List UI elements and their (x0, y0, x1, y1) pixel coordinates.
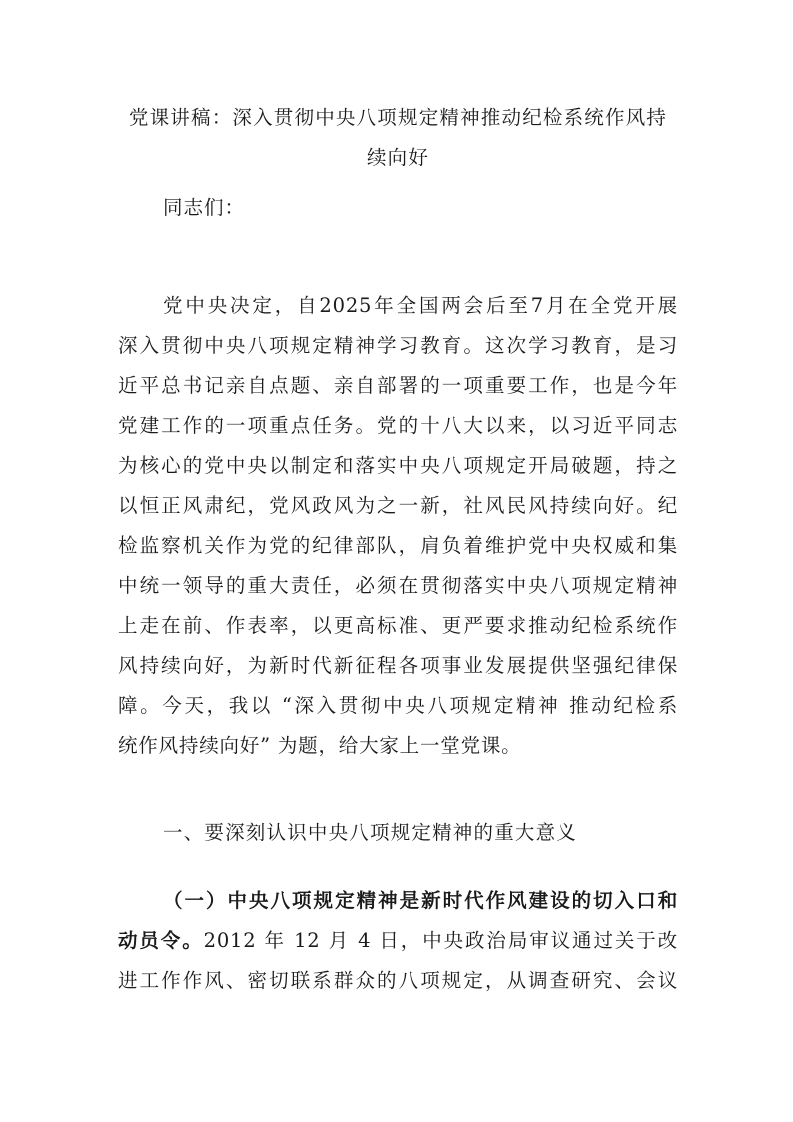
paragraph-line: 检监察机关作为党的纪律部队，肩负着维护党中央权威和集 (118, 534, 678, 557)
paragraph-line: 进工作作风、密切联系群众的八项规定，从调查研究、会议 (118, 969, 678, 992)
document-title (118, 98, 678, 178)
subsection-heading-end: 动员令。 (118, 929, 204, 952)
paragraph-line: 中统一领导的重大责任，必须在贯彻落实中央八项规定精神 (118, 574, 678, 597)
paragraph-line: 上走在前、作表率，以更高标准、更严要求推动纪检系统作 (118, 614, 678, 637)
paragraph-line: 深入贯彻中央八项规定精神学习教育。这次学习教育，是习 (118, 334, 678, 357)
title-line-2: 续向好 (366, 146, 430, 169)
paragraph-line: 为核心的党中央以制定和落实中央八项规定开局破题，持之 (118, 454, 678, 477)
paragraph-line: 以恒正风肃纪，党风政风为之一新，社风民风持续向好。纪 (118, 494, 678, 517)
paragraph-line: 风持续向好，为新时代新征程各项事业发展提供坚强纪律保 (118, 654, 678, 677)
paragraph-line: 障。今天，我以 “深入贯彻中央八项规定精神 推动纪检系 (118, 694, 678, 717)
paragraph-line: 党中央决定，自2025年全国两会后至7月在全党开展 (163, 294, 678, 317)
paragraph-line: 近平总书记亲自点题、亲自部署的一项重要工作，也是今年 (118, 374, 678, 397)
section-heading-1: 一、要深刻认识中央八项规定精神的重大意义 (163, 821, 578, 844)
paragraph-line: 党建工作的一项重点任务。党的十八大以来，以习近平同志 (118, 414, 678, 437)
subsection-heading: （一）中央八项规定精神是新时代作风建设的切入口和 (163, 889, 678, 912)
salutation: 同志们： (163, 196, 246, 219)
paragraph-line (118, 921, 678, 961)
paragraph-text: 2012 年 12 月 4 日，中央政治局审议通过关于改 (203, 929, 678, 952)
paragraph-line: 统作风持续向好” 为题，给大家上一堂党课。 (118, 734, 522, 757)
title-line-1: 党课讲稿：深入贯彻中央八项规定精神推动纪检系统作风持 (128, 106, 668, 129)
